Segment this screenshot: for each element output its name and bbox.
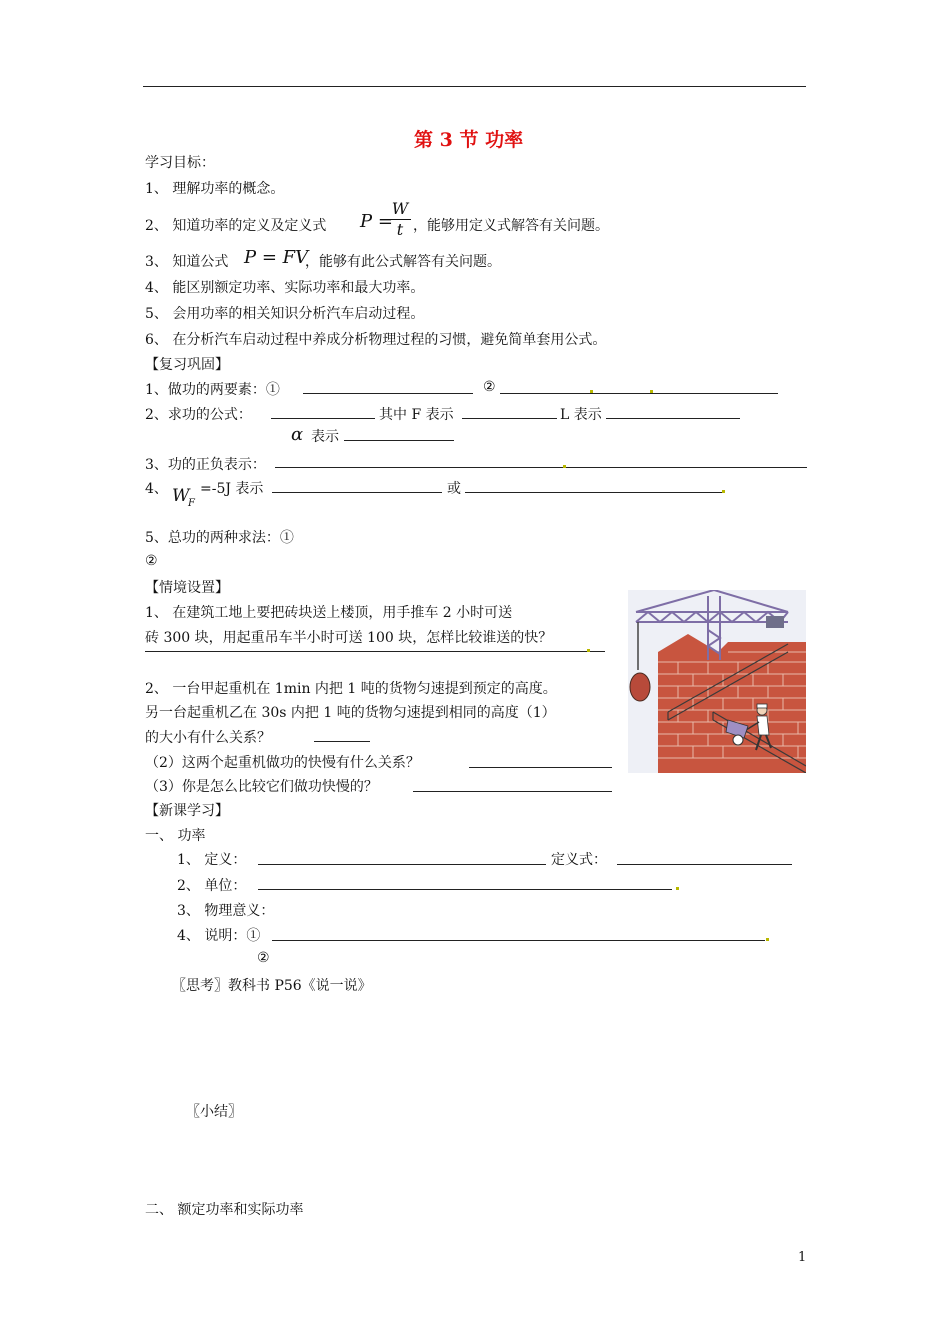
answer-line[interactable] — [272, 940, 765, 941]
scenario-p2-line2: 另一台起重机乙在 30s 内把 1 吨的货物匀速提到相同的高度（1） — [145, 705, 556, 721]
hook-load — [630, 673, 650, 701]
answer-line[interactable] — [606, 418, 740, 419]
scenario-p2-line5: （3）你是怎么比较它们做功快慢的？ — [145, 779, 378, 795]
goal-5: 5、 会用功率的相关知识分析汽车启动过程。 — [145, 306, 425, 322]
review-q5: 5、总功的两种求法：① — [145, 530, 294, 546]
answer-line[interactable] — [413, 791, 612, 792]
scan-mark — [650, 390, 653, 393]
section-1-title: 一、 功率 — [145, 828, 206, 844]
formula-fraction — [389, 200, 411, 239]
scenario-p2-line1: 2、 一台甲起重机在 1min 内把 1 吨的货物匀速提到预定的高度。 — [145, 681, 557, 697]
think-prompt: 〖思考〗教科书 P56《说一说》 — [172, 978, 372, 994]
scan-mark — [766, 938, 769, 941]
answer-line[interactable] — [272, 492, 442, 493]
scenario-heading: 【情境设置】 — [145, 580, 229, 596]
answer-line[interactable] — [465, 492, 723, 493]
answer-line[interactable] — [303, 393, 473, 394]
goal-6: 6、 在分析汽车启动过程中养成分析物理过程的习惯，避免简单套用公式。 — [145, 332, 607, 348]
item-unit: 2、 单位： — [177, 878, 247, 894]
goal-1: 1、 理解功率的概念。 — [145, 181, 285, 197]
fraction-numerator: W — [391, 199, 409, 218]
item-notes: 4、 说明：① — [177, 928, 261, 944]
review-heading: 【复习巩固】 — [145, 357, 229, 373]
scan-mark — [590, 390, 593, 393]
answer-line[interactable] — [258, 864, 546, 865]
review-q2-f: 其中 F 表示 — [379, 407, 454, 423]
page-title: 第 3 节 功率 — [414, 129, 524, 151]
scan-mark — [563, 465, 566, 468]
page-number: 1 — [798, 1250, 807, 1265]
review-q3: 3、功的正负表示： — [145, 457, 266, 473]
answer-line[interactable] — [617, 864, 792, 865]
goal-2-tail: ，能够用定义式解答有关问题。 — [413, 218, 609, 234]
answer-line[interactable] — [275, 467, 807, 468]
work-subscript: F — [188, 498, 195, 509]
scenario-p1-line1: 1、 在建筑工地上要把砖块送上楼顶，用手推车 2 小时可送 — [145, 605, 513, 621]
crane-counterweight — [766, 616, 784, 628]
scenario-p2-line3: 的大小有什么关系？ — [145, 730, 271, 746]
goals-heading: 学习目标： — [145, 155, 215, 171]
formula-pfv: P = FV — [244, 247, 309, 268]
summary-label: 〖小结〗 — [186, 1104, 242, 1120]
construction-illustration — [628, 590, 806, 773]
answer-line[interactable] — [469, 767, 612, 768]
item-definition: 1、 定义： — [177, 852, 247, 868]
work-symbol: W — [172, 486, 190, 506]
review-q4-text: =-5J 表示 — [200, 481, 264, 497]
review-q1: 1、做功的两要素：① — [145, 382, 280, 398]
answer-line[interactable] — [314, 741, 370, 742]
answer-line[interactable] — [258, 889, 672, 890]
answer-line[interactable] — [462, 418, 557, 419]
item-formula-label: 定义式： — [551, 852, 607, 868]
goal-2: 2、 知道功率的定义及定义式 — [145, 218, 327, 234]
section-2-title: 二、 额定功率和实际功率 — [145, 1202, 304, 1218]
new-lesson-heading: 【新课学习】 — [145, 803, 229, 819]
goal-4: 4、 能区别额定功率、实际功率和最大功率。 — [145, 280, 425, 296]
review-q5-second: ② — [145, 553, 158, 569]
review-q2-alpha-label: 表示 — [311, 429, 339, 445]
scan-mark — [722, 490, 725, 493]
scan-mark — [676, 887, 679, 890]
answer-line[interactable] — [271, 418, 375, 419]
item-notes-second: ② — [257, 950, 270, 966]
formula-p-lhs: P = — [360, 211, 393, 232]
scenario-p1-line2: 砖 300 块，用起重吊车半小时可送 100 块，怎样比较谁送的快？ — [145, 630, 553, 646]
fraction-denominator: t — [396, 220, 404, 239]
scan-mark — [587, 649, 590, 652]
scenario-p2-line4: （2）这两个起重机做功的快慢有什么关系？ — [145, 755, 420, 771]
review-q4: 4、 — [145, 481, 168, 497]
answer-line[interactable] — [145, 651, 605, 652]
goal-3: 3、 知道公式 — [145, 254, 229, 270]
review-q4-or: 或 — [447, 481, 461, 497]
answer-line[interactable] — [344, 440, 454, 441]
header-rule — [143, 86, 806, 87]
review-q2: 2、求功的公式： — [145, 407, 252, 423]
item-meaning: 3、 物理意义： — [177, 903, 275, 919]
answer-line[interactable] — [500, 393, 778, 394]
review-q2-l: L 表示 — [560, 407, 602, 423]
alpha-symbol: α — [291, 424, 304, 445]
review-q1-second: ② — [483, 379, 496, 395]
goal-3-tail: ，能够有此公式解答有关问题。 — [305, 254, 501, 270]
